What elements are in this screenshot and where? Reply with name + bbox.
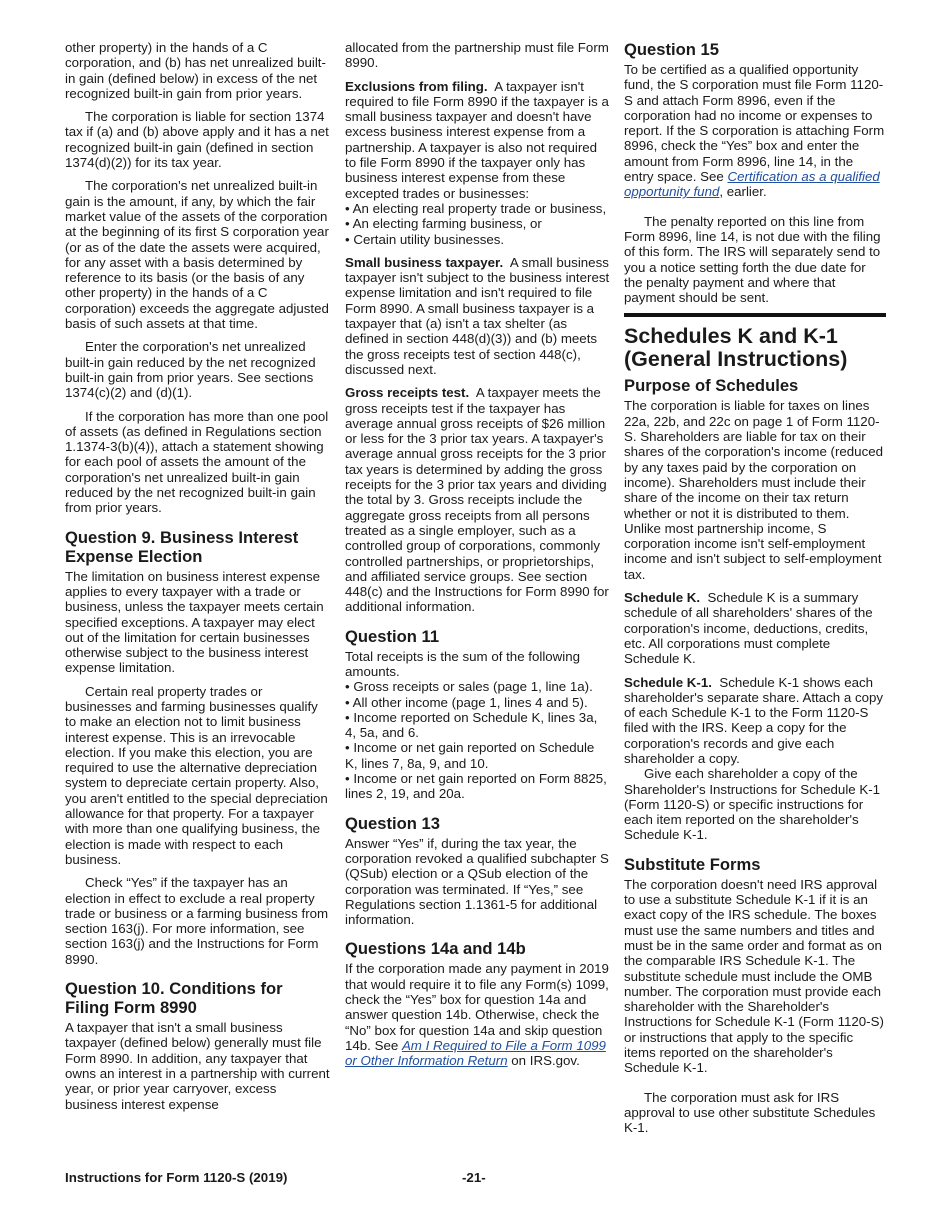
run-in-heading: Schedule K.	[624, 590, 701, 606]
run-in-heading: Gross receipts test.	[345, 385, 470, 401]
paragraph: The corporation is liable for taxes on lines 22a, 22b, and 22c on page 1 of Form 1120-S. Shareholders are liable for tax on their shares of the corporation's income (reduced by any taxes paid by the corporation on income). Shareholders must include their share of the income on their tax return whether or not it is distributed to them. Unlike most partnership income, S corporation income isn't self-employment income and isn't subject to self-employment tax.	[624, 398, 884, 582]
paragraph: Certain real property trades or businesses and farming businesses qualify to make an election not to limit business interest expense. This is an irrevocable election. If you make this election, you are required to use the alternative depreciation system to depreciate certain property. Also, you aren't entitled to the special depreciation allowance for that property. For a taxpayer with more than one qualifying business, the election is made with respect to each business.	[65, 683, 328, 867]
gross-receipts-paragraph	[345, 385, 610, 614]
qualified-opportunity-fund-link[interactable]: Certification as a qualified opportunity fund	[624, 169, 880, 200]
bullet-list	[345, 201, 610, 247]
list-item: • Income or net gain reported on Form 8825, lines 2, 19, and 20a.	[345, 771, 607, 802]
section-heading-question-13: Question 13	[345, 813, 440, 833]
section-divider	[624, 313, 886, 317]
paragraph: Check “Yes” if the taxpayer has an election in effect to exclude a real property trade or business or a farming business from section 163(j). For more information, see section 163(j) and the Instructions for Form 8990.	[65, 875, 329, 967]
list-item: • All other income (page 1, lines 4 and 5).	[345, 694, 588, 710]
page-number: -21-	[462, 1170, 486, 1185]
paragraph	[345, 961, 610, 1068]
paragraph: Enter the corporation's net unrealized built-in gain reduced by the net recognized built-in gain from prior years. See sections 1374(c)(2) and (d)(1).	[65, 339, 316, 401]
list-item: • Certain utility businesses.	[345, 231, 505, 247]
paragraph: Give each shareholder a copy of the Shareholder's Instructions for Schedule K-1 (Form 1120-S) or specific instructions for each item reported on the shareholder's Schedule K-1.	[624, 766, 881, 843]
paragraph: A taxpayer that isn't a small business taxpayer (defined below) generally must file Form 8990. In addition, any taxpayer that owns an interest in a partnership with current year, or prior year carryover, excess business interest expense	[65, 1020, 330, 1112]
paragraph: Answer “Yes” if, during the tax year, the corporation revoked a qualified subchapter S (QSub) election or a QSub election of the corporation was terminated. If “Yes,” see Regulations section 1.1361-5 for additional information.	[345, 835, 609, 928]
section-heading-question-11: Question 11	[345, 626, 440, 646]
section-heading-question-10: Question 10. Conditions for Filing Form 8990	[65, 979, 283, 1018]
section-heading-questions-14: Questions 14a and 14b	[345, 939, 526, 959]
paragraph	[624, 62, 886, 200]
column-middle	[345, 40, 610, 1077]
paragraph: allocated from the partnership must file Form 8990.	[345, 40, 609, 71]
column-right	[624, 40, 886, 1144]
list-item: • Income or net gain reported on Schedule K, lines 7, 8a, 9, and 10.	[345, 740, 595, 771]
paragraph-text: , earlier.	[719, 184, 767, 200]
column-left	[65, 40, 330, 1120]
paragraph: The corporation is liable for section 1374 tax if (a) and (b) above apply and it has a net recognized built-in gain (defined in section 1374(d)(2)) for its tax year.	[65, 109, 329, 171]
paragraph: The corporation doesn't need IRS approval to use a substitute Schedule K-1 if it is an exact copy of the IRS schedule. The boxes must use the same numbers and titles and must be in the same order and format as on the comparable IRS Schedule K-1. The substitute schedule must include the OMB number. The corporation must provide each shareholder with the Shareholder's Instructions for Schedule K-1 (Form 1120-S) or instructions that apply to the specific items reported on the shareholder's Schedule K-1.	[624, 876, 884, 1076]
list-item: • An electing farming business, or	[345, 216, 542, 232]
exclusions-paragraph	[345, 79, 610, 201]
paragraph: Total receipts is the sum of the following amounts.	[345, 648, 581, 679]
paragraph: The penalty reported on this line from Form 8996, line 14, is not due with the filing of this form. The IRS will separately send to you a notice setting forth the due date for the penalty payment and where that payment should be sent.	[624, 213, 881, 306]
section-heading-question-15: Question 15	[624, 40, 719, 59]
subsection-heading-substitute-forms: Substitute Forms	[624, 854, 761, 874]
small-business-paragraph	[345, 255, 610, 377]
schedule-k1-paragraph	[624, 675, 886, 767]
paragraph-text: A small business taxpayer isn't subject to the business interest expense limitation and isn't required to file Form 8990. A small business taxpayer is a taxpayer that (a) isn't a tax shelter (as defined in section 448(d)(3)) and (b) meets the gross receipts test of section 448(c), discussed next.	[345, 254, 610, 377]
run-in-heading: Small business taxpayer.	[345, 254, 504, 270]
run-in-heading: Exclusions from filing.	[345, 78, 488, 94]
paragraph-text: Schedule K is a summary schedule of all shareholders' shares of the corporation's income, deductions, credits, etc. All corporations must complete Schedule K.	[624, 590, 873, 667]
footer-title: Instructions for Form 1120-S (2019)	[65, 1170, 288, 1185]
section-heading-question-9: Question 9. Business Interest Expense Election	[65, 527, 299, 566]
paragraph-text: If the corporation made any payment in 2019 that would require it to file any Form(s) 1099, check the “Yes” box for question 14a and answer question 14b. Otherwise, check the “No” box for question 14a and skip question 14b. See	[345, 961, 609, 1053]
run-in-heading: Schedule K-1.	[624, 674, 712, 690]
list-item: • Gross receipts or sales (page 1, line 1a).	[345, 679, 593, 695]
bullet-list	[345, 679, 610, 801]
subsection-heading-purpose: Purpose of Schedules	[624, 376, 799, 396]
paragraph-text: To be certified as a qualified opportunity fund, the S corporation must file Form 1120-S and attach Form 8996, even if the corporation had no income or expenses to report. If the S corporation is attaching Form 8996, check the “Yes” box and enter the amount from Form 8996, line 14, in the entry space. See	[624, 62, 885, 185]
paragraph-text: on IRS.gov.	[507, 1053, 580, 1069]
section-title-schedules-k: Schedules K and K-1 (General Instructions)	[624, 324, 848, 372]
page-footer	[65, 1170, 886, 1186]
paragraph-text: A taxpayer meets the gross receipts test if the taxpayer has average annual gross receipts of $26 million or less for the 3 prior tax years. A taxpayer's average annual gross receipts for the 3 prior tax years is determined by adding the gross receipts for the 3 prior tax years and dividing the total by 3. Gross receipts include the aggregate gross receipts from all persons treated as a single employer, such as a controlled group of corporations, commonly controlled partnerships, or proprietorships, and affiliated service groups. See section 448(c) and the Instructions for Form 8990 for additional information.	[345, 385, 609, 615]
form-1099-link[interactable]: Am I Required to File a Form 1099 or Other Information Return	[345, 1037, 606, 1069]
paragraph: The corporation must ask for IRS approval to use other substitute Schedules K-1.	[624, 1089, 876, 1136]
paragraph-text: A taxpayer isn't required to file Form 8990 if the taxpayer is a small business taxpayer and doesn't have excess business interest expense from a partnership. A taxpayer is also not required to file Form 8990 if the taxpayer only has business interest expense from these excepted trades or businesses:	[345, 78, 609, 201]
paragraph: other property) in the hands of a C corporation, and (b) has net unrealized built-in gain (defined below) in excess of the net recognized built-in gain from prior years.	[65, 40, 326, 101]
paragraph: The limitation on business interest expense applies to every taxpayer with a trade or business, unless the taxpayer meets certain specified exceptions. A taxpayer may elect out of the limitation for certain businesses otherwise subject to the business interest expense limitation.	[65, 568, 324, 676]
paragraph-text: Schedule K-1 shows each shareholder's separate share. Attach a copy of each Schedule K-1 to the Form 1120-S filed with the IRS. Keep a copy for the corporation's records and give each shareholder a copy.	[624, 674, 884, 766]
list-item: • An electing real property trade or business,	[345, 200, 607, 216]
schedule-k-paragraph	[624, 590, 886, 666]
paragraph: If the corporation has more than one pool of assets (as defined in Regulations section 1.1374-3(b)(4)), attach a statement showing for each pool of assets the amount of the corporation's net unrealized built-in gain reduced by the net recognized built-in gain from prior years.	[65, 408, 329, 516]
list-item: • Income reported on Schedule K, lines 3a, 4, 5a, and 6.	[345, 709, 598, 741]
paragraph: The corporation's net unrealized built-in gain is the amount, if any, by which the fair market value of the assets of the corporation at the beginning of its first S corporation year (or as of the date the assets were acquired, for any asset with a basis determined by reference to its basis (or the basis of any other property) in the hands of a C corporation) exceeds the aggregate adjusted basis of such assets at that time.	[65, 178, 329, 332]
